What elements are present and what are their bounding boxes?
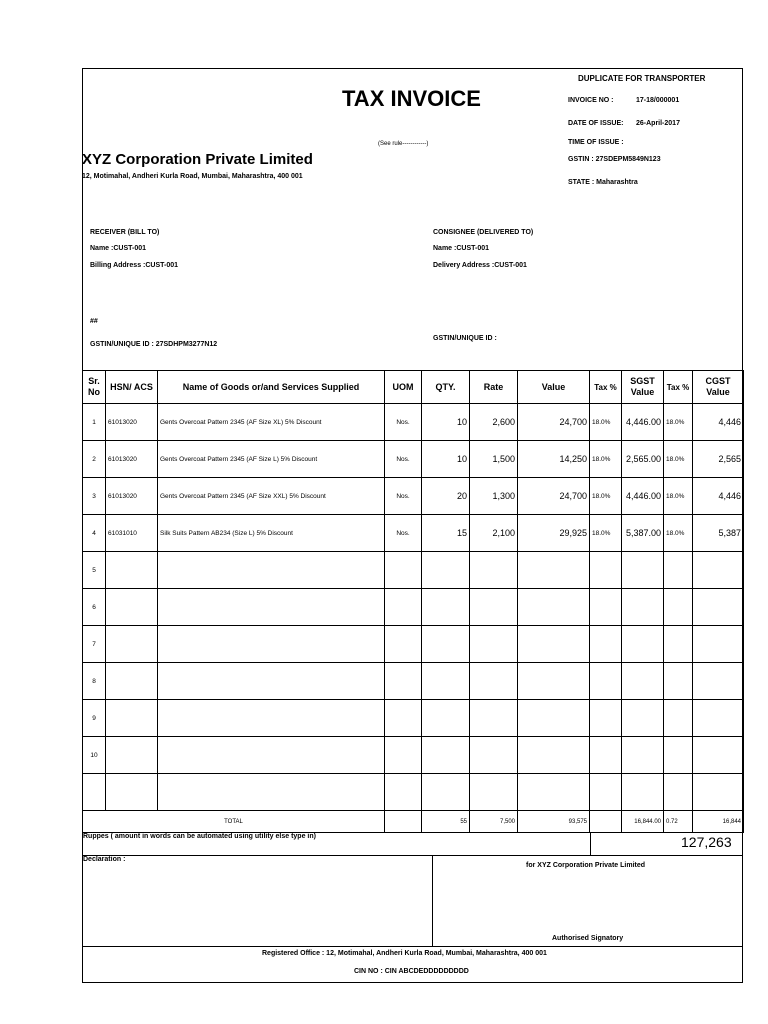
cell-uom: Nos. [385,515,422,552]
company-name: XYZ Corporation Private Limited [82,151,313,168]
col-header-sgst-tax: Tax % [590,371,622,404]
cell-uom: Nos. [385,404,422,441]
cin-number: CIN NO : CIN ABCDEDDDDDDDDD [354,968,469,975]
cell-sgst-tax [590,552,622,589]
cell-goods [158,589,385,626]
cell-sgst-value [622,589,664,626]
cell-rate [470,774,518,811]
cell-cgst-tax: 18.0% [664,404,693,441]
cell-rate [470,663,518,700]
cell-goods [158,626,385,663]
cell-uom [385,589,422,626]
invoice-no-label: INVOICE NO : [568,97,614,104]
cell-cgst-tax [664,552,693,589]
total-uom [385,811,422,833]
consignee-address: Delivery Address :CUST-001 [433,262,527,269]
cell-uom [385,700,422,737]
consignee-heading: CONSIGNEE (DELIVERED TO) [433,229,534,236]
cell-cgst-value [693,737,744,774]
cell-rate [470,552,518,589]
consignee-name: Name :CUST-001 [433,245,490,252]
cell-qty: 10 [422,441,470,478]
col-header-sgst-value: SGST Value [622,371,664,404]
cell-sgst-value: 4,446.00 [622,478,664,515]
table-row [83,441,744,478]
cell-value: 29,925 [518,515,590,552]
total-label: TOTAL [83,811,385,833]
total-value: 93,575 [518,811,590,833]
col-header-cgst-value: CGST Value [693,371,744,404]
cell-cgst-tax: 18.0% [664,478,693,515]
total-row [83,811,744,833]
cell-sgst-tax: 18.0% [590,441,622,478]
grand-total-divider [590,833,591,855]
cell-goods [158,774,385,811]
items-table [82,370,744,833]
receiver-address: Billing Address :CUST-001 [90,262,179,269]
cell-sr: 4 [83,515,106,552]
copy-label: DUPLICATE FOR TRANSPORTER [578,74,706,83]
cell-value [518,589,590,626]
cell-cgst-value: 4,446 [693,404,744,441]
cell-cgst-value: 5,387 [693,515,744,552]
receiver-gstin: GSTIN/UNIQUE ID : 27SDHPM3277N12 [90,341,218,348]
cell-sr: 10 [83,737,106,774]
cell-sgst-value [622,626,664,663]
cell-qty [422,663,470,700]
table-row [83,700,744,737]
cell-sgst-tax: 18.0% [590,404,622,441]
cell-qty: 20 [422,478,470,515]
cell-value [518,774,590,811]
cell-value [518,737,590,774]
cell-sr: 9 [83,700,106,737]
col-header-uom: UOM [385,371,422,404]
cell-qty [422,552,470,589]
cell-value [518,663,590,700]
invoice-no-value: 17-18/000001 [636,97,680,104]
receiver-heading: RECEIVER (BILL TO) [90,229,160,236]
cell-hsn: 61013020 [106,404,158,441]
cell-uom: Nos. [385,441,422,478]
cell-uom [385,774,422,811]
authorised-signatory: Authorised Signatory [552,935,624,942]
col-header-value: Value [518,371,590,404]
cell-sr: 8 [83,663,106,700]
date-value: 26-April-2017 [636,120,680,127]
invoice-title: TAX INVOICE [342,86,481,111]
cell-hsn [106,737,158,774]
cell-qty [422,700,470,737]
cell-sgst-tax [590,663,622,700]
company-address: 12, Motimahal, Andheri Kurla Road, Mumbai, Maharashtra, 400 001 [82,173,303,180]
cell-value [518,700,590,737]
cell-sgst-tax: 18.0% [590,478,622,515]
cell-goods: Silk Suits Pattern AB234 (Size L) 5% Discount [158,515,385,552]
cell-sgst-tax [590,774,622,811]
total-sgst: 16,844.00 [622,811,664,833]
cell-sgst-value [622,552,664,589]
cell-value: 14,250 [518,441,590,478]
table-row [83,515,744,552]
cell-cgst-tax: 18.0% [664,515,693,552]
declaration-label: Declaration : [83,856,126,863]
cell-value [518,552,590,589]
receiver-name: Name :CUST-001 [90,245,147,252]
cell-hsn [106,700,158,737]
total-qty: 55 [422,811,470,833]
total-tax: 0.72 [664,811,693,833]
cell-sgst-tax: 18.0% [590,515,622,552]
office-divider [82,946,743,947]
cell-uom [385,663,422,700]
cell-uom [385,552,422,589]
cell-qty [422,626,470,663]
cell-hsn: 61013020 [106,441,158,478]
total-tax-sgst [590,811,622,833]
cell-cgst-value [693,552,744,589]
col-header-sr: Sr. No [83,371,106,404]
col-header-goods: Name of Goods or/and Services Supplied [158,371,385,404]
cell-rate [470,589,518,626]
cell-cgst-value: 4,446 [693,478,744,515]
cell-cgst-value [693,700,744,737]
cell-rate: 2,600 [470,404,518,441]
cell-sgst-tax [590,589,622,626]
cell-rate [470,737,518,774]
total-rate: 7,500 [470,811,518,833]
col-header-hsn: HSN/ ACS [106,371,158,404]
cell-sgst-value: 2,565.00 [622,441,664,478]
amount-in-words-label: Ruppes ( amount in words can be automated using utility else type in) [83,833,316,840]
cell-sr: 2 [83,441,106,478]
table-row [83,552,744,589]
cell-cgst-tax [664,700,693,737]
cell-sgst-value [622,774,664,811]
time-label: TIME OF ISSUE : [568,139,624,146]
cell-qty: 15 [422,515,470,552]
cell-cgst-value [693,589,744,626]
cell-hsn [106,626,158,663]
cell-sgst-value [622,663,664,700]
cell-cgst-value: 2,565 [693,441,744,478]
cell-sgst-tax [590,737,622,774]
table-row [83,626,744,663]
cell-qty: 10 [422,404,470,441]
cell-sr: 6 [83,589,106,626]
see-rule: (See rule------------) [378,141,429,147]
registered-office: Registered Office : 12, Motimahal, Andheri Kurla Road, Mumbai, Maharashtra, 400 001 [262,950,547,957]
cell-sgst-tax [590,700,622,737]
table-row [83,404,744,441]
cell-sgst-tax [590,626,622,663]
cell-uom [385,737,422,774]
cell-rate: 1,300 [470,478,518,515]
seller-state: STATE : Maharashtra [568,179,638,186]
cell-cgst-tax: 18.0% [664,441,693,478]
grand-total: 127,263 [681,834,732,850]
table-header-row [83,371,744,404]
seller-gstin: GSTIN : 27SDEPM5849N123 [568,156,661,163]
words-row-divider [82,855,743,856]
cell-rate [470,700,518,737]
cell-cgst-tax [664,663,693,700]
cell-cgst-tax [664,737,693,774]
cell-sr: 1 [83,404,106,441]
cell-cgst-tax [664,774,693,811]
cell-sgst-value: 5,387.00 [622,515,664,552]
col-header-rate: Rate [470,371,518,404]
cell-goods [158,552,385,589]
cell-value [518,626,590,663]
table-row [83,737,744,774]
cell-hsn [106,552,158,589]
table-row [83,663,744,700]
cell-goods: Gents Overcoat Pattern 2345 (AF Size XXL) 5% Discount [158,478,385,515]
cell-hsn: 61031010 [106,515,158,552]
cell-goods [158,663,385,700]
signature-divider [432,855,433,946]
cell-qty [422,737,470,774]
table-row [83,589,744,626]
cell-hsn [106,589,158,626]
cell-rate: 1,500 [470,441,518,478]
cell-cgst-value [693,626,744,663]
cell-rate: 2,100 [470,515,518,552]
cell-cgst-tax [664,626,693,663]
cell-sgst-value [622,700,664,737]
col-header-cgst-tax: Tax % [664,371,693,404]
cell-goods [158,737,385,774]
table-row [83,478,744,515]
cell-qty [422,589,470,626]
cell-uom [385,626,422,663]
cell-cgst-value [693,774,744,811]
cell-goods: Gents Overcoat Pattern 2345 (AF Size L) 5% Discount [158,441,385,478]
table-row [83,774,744,811]
consignee-gstin: GSTIN/UNIQUE ID : [433,335,497,342]
cell-cgst-tax [664,589,693,626]
for-company: for XYZ Corporation Private Limited [526,862,646,869]
cell-hsn [106,774,158,811]
cell-sgst-value: 4,446.00 [622,404,664,441]
date-label: DATE OF ISSUE: [568,120,624,127]
cell-uom: Nos. [385,478,422,515]
total-cgst: 16,844 [693,811,744,833]
cell-value: 24,700 [518,404,590,441]
cell-qty [422,774,470,811]
cell-sr: 7 [83,626,106,663]
cell-sr [83,774,106,811]
cell-rate [470,626,518,663]
cell-cgst-value [693,663,744,700]
col-header-qty: QTY. [422,371,470,404]
cell-goods: Gents Overcoat Pattern 2345 (AF Size XL) 5% Discount [158,404,385,441]
cell-sgst-value [622,737,664,774]
cell-sr: 3 [83,478,106,515]
cell-goods [158,700,385,737]
cell-value: 24,700 [518,478,590,515]
receiver-mark: ## [90,318,98,325]
cell-sr: 5 [83,552,106,589]
cell-hsn [106,663,158,700]
cell-hsn: 61013020 [106,478,158,515]
